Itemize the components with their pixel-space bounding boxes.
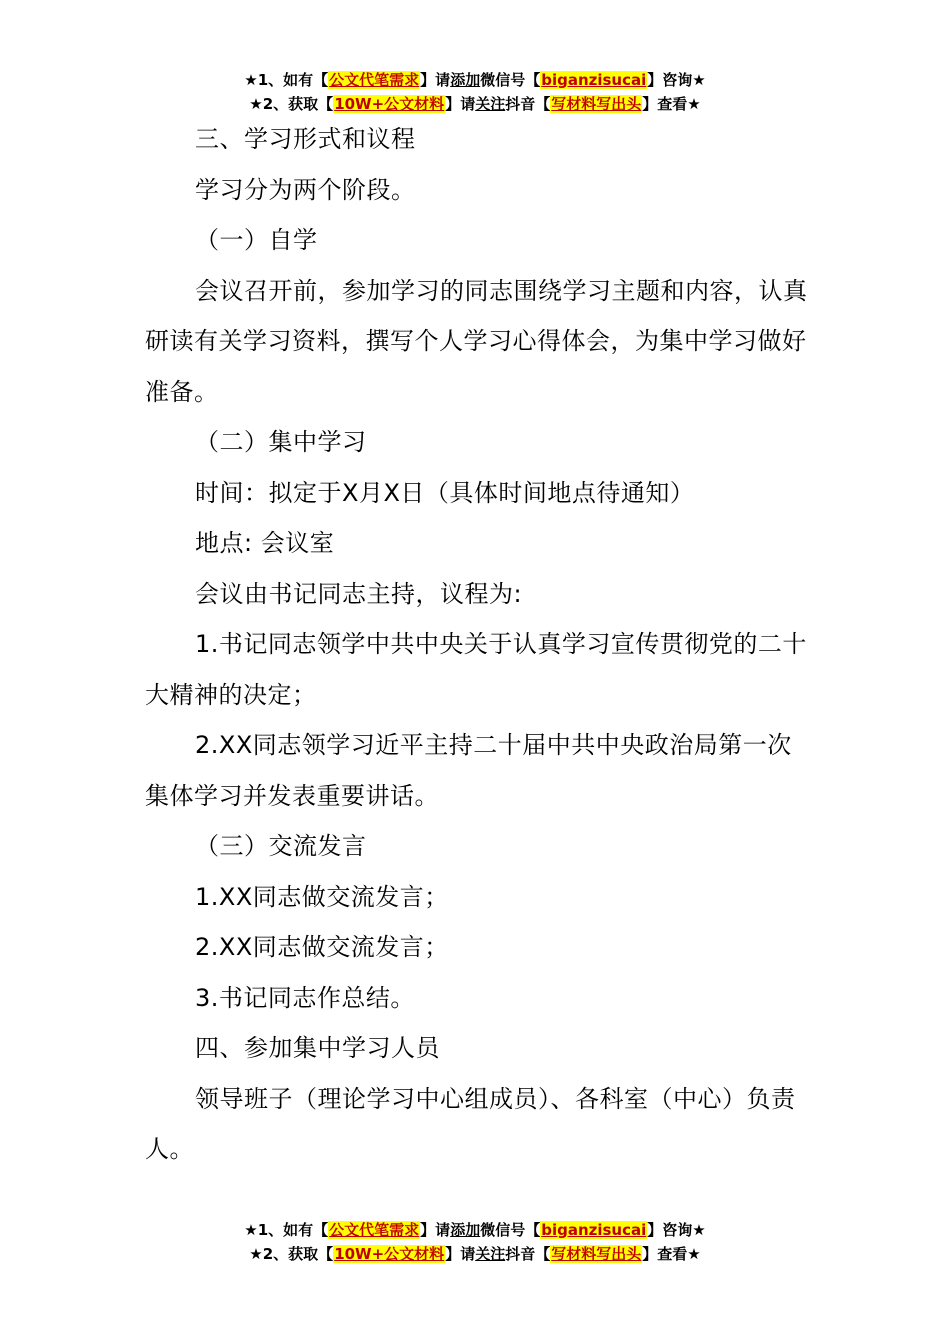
banner-text: 抖音【 bbox=[505, 95, 551, 113]
paragraph: 会议召开前，参加学习的同志围绕学习主题和内容，认真研读有关学习资料，撰写个人学习心得体会，为集中学习做好准备。 bbox=[145, 276, 808, 406]
subsection-heading: （一）自学 bbox=[195, 226, 318, 254]
banner-text: ★2、获取【 bbox=[249, 95, 334, 113]
banner-underlined: 添加 bbox=[450, 1221, 481, 1239]
list-item: 1.书记同志领学中共中央关于认真学习宣传贯彻党的二十大精神的决定； bbox=[145, 630, 807, 709]
banner-underlined: 添加 bbox=[450, 71, 481, 89]
list-item: 3.书记同志作总结。 bbox=[195, 983, 415, 1012]
banner-text: 微信号【 bbox=[480, 71, 541, 89]
banner-text: ★2、获取【 bbox=[249, 1245, 334, 1263]
banner-text: 】请 bbox=[420, 71, 451, 89]
paragraph: 学习分为两个阶段。 bbox=[195, 175, 416, 204]
list-item: 2.XX同志领学习近平主持二十届中共中央政治局第一次集体学习并发表重要讲话。 bbox=[145, 731, 792, 810]
banner-text: ★1、如有【 bbox=[244, 1221, 329, 1239]
banner-underlined: 关注 bbox=[475, 95, 506, 113]
banner-text: 】请 bbox=[445, 95, 476, 113]
banner-underlined: 关注 bbox=[475, 1245, 506, 1263]
section-heading: 四、参加集中学习人员 bbox=[195, 1034, 440, 1062]
banner-highlight: 写材料写出头 bbox=[551, 95, 642, 113]
list-item: 1.XX同志做交流发言； bbox=[195, 882, 449, 911]
banner-text: 】咨询★ bbox=[647, 1221, 706, 1239]
banner-highlight: 写材料写出头 bbox=[551, 1245, 642, 1263]
banner-text: 微信号【 bbox=[480, 1221, 541, 1239]
list-item: 2.XX同志做交流发言； bbox=[195, 933, 449, 961]
banner-highlight: biganzisucai bbox=[541, 71, 647, 89]
banner-text: 】咨询★ bbox=[647, 71, 706, 89]
paragraph: 领导班子（理论学习中心组成员）、各科室（中心）负责人。 bbox=[145, 1084, 796, 1163]
banner-text: 】请 bbox=[420, 1221, 451, 1239]
subsection-heading: （三）交流发言 bbox=[195, 832, 367, 860]
section-heading: 三、学习形式和议程 bbox=[195, 125, 416, 153]
banner-highlight: 公文代笔需求 bbox=[329, 71, 420, 89]
banner-highlight: 10W+公文材料 bbox=[334, 95, 445, 113]
banner-text: 】查看★ bbox=[642, 1245, 701, 1263]
banner-text: ★1、如有【 bbox=[244, 71, 329, 89]
banner-highlight: 公文代笔需求 bbox=[329, 1221, 420, 1239]
header-banner bbox=[0, 68, 950, 116]
banner-line-1 bbox=[0, 1218, 950, 1242]
banner-highlight: 10W+公文材料 bbox=[334, 1245, 445, 1263]
banner-text: 】请 bbox=[445, 1245, 476, 1263]
banner-line-2 bbox=[0, 92, 950, 116]
banner-text: 抖音【 bbox=[505, 1245, 551, 1263]
banner-line-2 bbox=[0, 1242, 950, 1266]
paragraph: 地点: 会议室 bbox=[195, 529, 335, 557]
banner-text: 】查看★ bbox=[642, 95, 701, 113]
banner-line-1 bbox=[0, 68, 950, 92]
paragraph: 时间：拟定于X月X日（具体时间地点待通知） bbox=[195, 478, 695, 507]
banner-highlight: biganzisucai bbox=[541, 1221, 647, 1239]
subsection-heading: （二）集中学习 bbox=[195, 428, 367, 456]
footer-banner bbox=[0, 1218, 950, 1266]
document-body bbox=[145, 114, 810, 1175]
paragraph: 会议由书记同志主持，议程为: bbox=[195, 579, 523, 608]
